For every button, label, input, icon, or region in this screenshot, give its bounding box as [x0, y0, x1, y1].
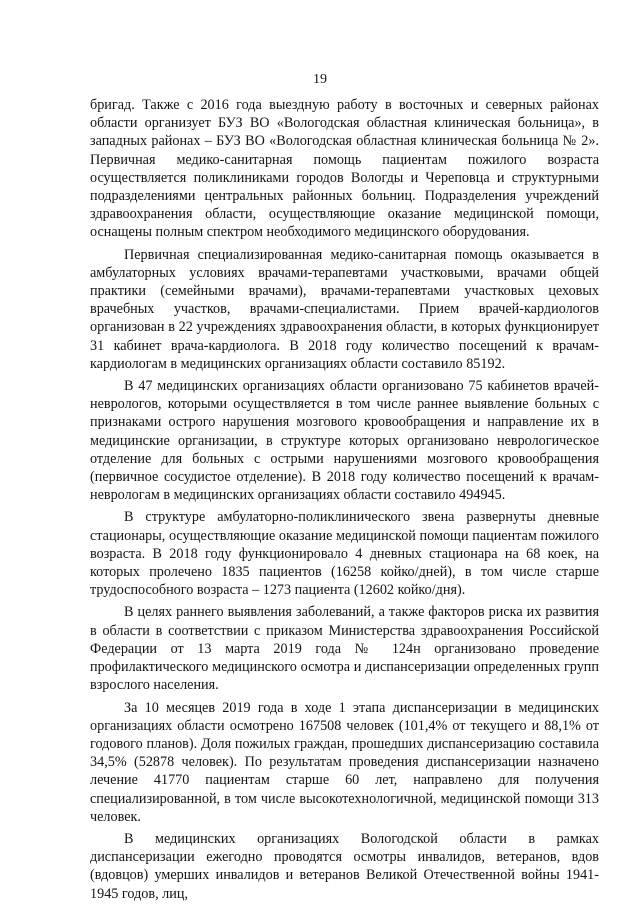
body-text	[90, 96, 599, 903]
paragraph-continuation: бригад. Также с 2016 года выездную работу в восточных и северных районах области организует БУЗ ВО «Вологодская областная клиническая больница», в западных районах – БУЗ ВО «Вологодская областная клиническая больница № 2». Первичная медико-санитарная помощь пациентам пожилого возраста осуществляется поликлиниками городов Вологды и Череповца и структурными подразделениями центральных районных больниц. Подразделения учреждений здравоохранения области, осуществляющие оказание медицинской помощи, оснащены полным спектром необходимого медицинского оборудования.	[90, 97, 599, 241]
paragraph-veterans: В медицинских организациях Вологодской области в рамках диспансеризации ежегодно проводятся осмотры инвалидов, ветеранов, вдов (вдовцов) умерших инвалидов и ветеранов Великой Отечественной войны 1941-1945 годов, лиц,	[90, 830, 599, 902]
paragraph-day-hospitals: В структуре амбулаторно-поликлинического звена развернуты дневные стационары, осуществляющие оказание медицинской помощи пациентам пожилого возраста. В 2018 году функционировало 4 дневных стационара на 68 коек, на которых пролечено 1835 пациентов (16258 койко/дней), в том числе старше трудоспособного возраста – 1273 пациента (12602 койко/дня).	[90, 509, 599, 599]
paragraph-primary-care: Первичная специализированная медико-санитарная помощь оказывается в амбулаторных условиях врачами-терапевтами участковыми, врачами общей практики (семейными врачами), врачами-терапевтами участковых цеховых врачебных участков, врачами-специалистами. Прием врачей-кардиологов организован в 22 учреждениях здравоохранения области, в которых функционирует 31 кабинет врача-кардиолога. В 2018 году количество посещений к врачам-кардиологам в медицинских организациях области составило 85192.	[90, 246, 599, 372]
paragraph-neurologists: В 47 медицинских организациях области организовано 75 кабинетов врачей-неврологов, которыми осуществляется в том числе раннее выявление больных с признаками острого нарушения мозгового кровообращения и направление их в медицинские организации, в структуре которых организовано неврологическое отделение для больных с острыми нарушениями мозгового кровообращения (первичное сосудистое отделение). В 2018 году количество посещений к врачам-неврологам в медицинских организациях области составило 494945.	[90, 378, 599, 504]
paragraph-dispensarization: За 10 месяцев 2019 года в ходе 1 этапа диспансеризации в медицинских организациях области осмотрено 167508 человек (101,4% от текущего и 88,1% от годового планов). Доля пожилых граждан, прошедших диспансеризацию составила 34,5% (52878 человек). По результатам проведения диспансеризации назначено лечение 41770 пациентам старше 60 лет, направлено для получения специализированной, в том числе высокотехнологичной, медицинской помощи 313 человек.	[90, 699, 599, 825]
paragraph-early-detection: В целях раннего выявления заболеваний, а также факторов риска их развития в области в соответствии с приказом Министерства здравоохранения Российской Федерации от 13 марта 2019 года № 124н организовано проведение профилактического медицинского осмотра и диспансеризации определенных групп взрослого населения.	[90, 604, 599, 694]
page-number: 19	[313, 72, 327, 87]
